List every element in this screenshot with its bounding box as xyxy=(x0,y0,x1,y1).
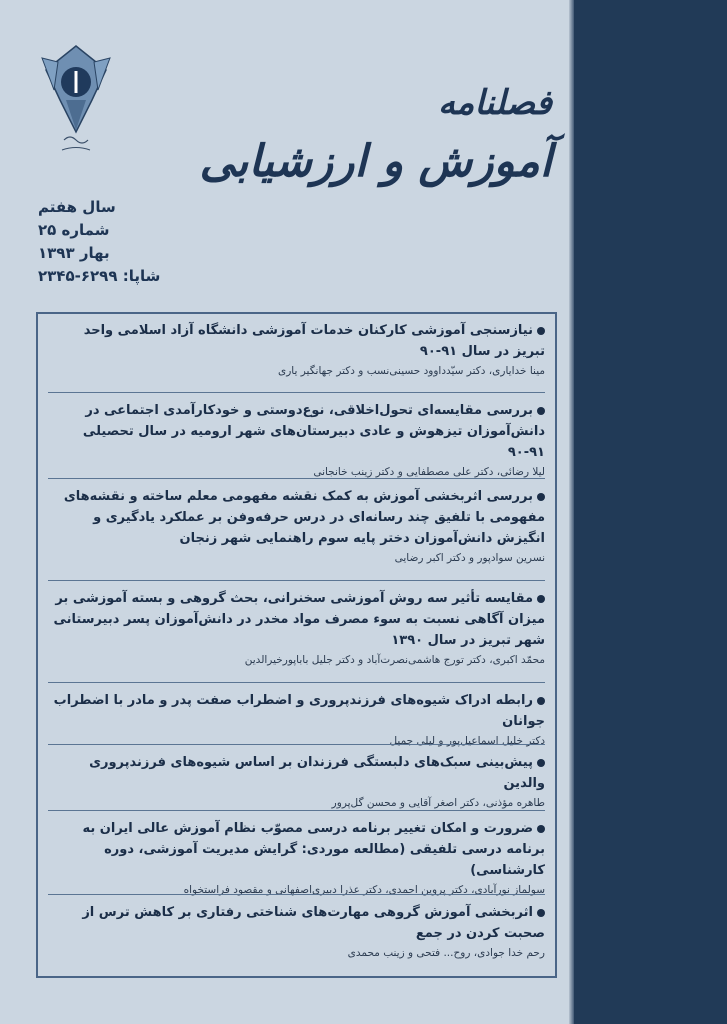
divider xyxy=(48,580,545,581)
issue-number: شماره ۲۵ xyxy=(38,221,110,239)
article-title: پیش‌بینی سبک‌های دلبستگی فرزندان بر اساس شیوه‌های فرزندپروری والدین xyxy=(89,755,545,791)
article-title: بررسی مقایسه‌ای تحول‌اخلاقی، نوع‌دوستی و خودکارآمدی اجتماعی در دانش‌آموزان تیزهوش و عادی دبیرستان‌های شهر ارومیه در سال تحصیلی ۹۱-۹۰ xyxy=(82,403,545,460)
divider xyxy=(48,744,545,745)
issue-season: بهار ۱۳۹۳ xyxy=(38,244,110,262)
article-title: اثربخشی آموزش گروهی مهارت‌های شناختی رفتاری بر کاهش ترس از صحبت کردن در جمع xyxy=(82,905,545,941)
article-authors: لیلا رضائی، دکتر علی مصطفایی و دکتر زینب خانجانی xyxy=(313,466,545,478)
article-title: نیازسنجی آموزشی کارکنان خدمات آموزشی دانشگاه آزاد اسلامی واحد تبریز در سال ۹۱-۹۰ xyxy=(83,323,545,359)
article-title: ضرورت و امکان تغییر برنامه درسی مصوّب نظام آموزش عالی ایران به برنامه درسی تلفیقی (مطالعه موردی: گرایش مدیریت آموزشی، دوره کارشناسی) xyxy=(82,821,545,878)
issue-issn: شاپا: ۶۲۹۹-۲۳۴۵ xyxy=(38,267,161,285)
article-title: مقایسه تأثیر سه روش آموزشی سخنرانی، بحث گروهی و بسته آموزشی بر میزان آگاهی نسبت به سوء مصرف مواد مخدر در دانش‌آموزان پسر دبیرستانی شهر تبریز در سال ۱۳۹۰ xyxy=(53,591,545,648)
article-title: بررسی اثربخشی آموزش به کمک نقشه مفهومی معلم ساخته و نقشه‌های مفهومی با تلفیق چند رسانه‌ای در درس حرفه‌وفن بر عملکرد یادگیری و انگیزش دانش‌آموزان دختر پایه سوم راهنمایی شهر زنجان xyxy=(63,489,545,546)
issue-year: سال هفتم xyxy=(38,198,116,216)
article-entry xyxy=(48,320,545,379)
divider xyxy=(48,810,545,811)
divider xyxy=(48,478,545,479)
bullet-icon xyxy=(537,759,545,767)
table-of-contents xyxy=(36,312,557,978)
issue-info xyxy=(38,196,173,288)
article-entry xyxy=(48,690,545,749)
article-authors: طاهره مؤذنی، دکتر اصغر آقایی و محسن گل‌پرور xyxy=(331,797,545,809)
divider xyxy=(48,392,545,393)
journal-title-block xyxy=(192,82,552,190)
journal-kind: فصلنامه xyxy=(437,83,552,123)
article-authors: مینا خدایاری، دکتر سیّدداوود حسینی‌نسب و دکتر جهانگیر یاری xyxy=(278,365,545,377)
bullet-icon xyxy=(537,407,545,415)
bullet-icon xyxy=(537,493,545,501)
bullet-icon xyxy=(537,909,545,917)
bullet-icon xyxy=(537,595,545,603)
cover-spine xyxy=(574,0,727,1024)
article-entry xyxy=(48,902,545,961)
bullet-icon xyxy=(537,327,545,335)
article-authors: دکتر خلیل اسماعیل‌پور و لیلی جمیل xyxy=(389,735,545,747)
article-entry xyxy=(48,588,545,668)
bullet-icon xyxy=(537,697,545,705)
article-entry xyxy=(48,752,545,811)
bullet-icon xyxy=(537,825,545,833)
article-authors: محمّد اکبری، دکتر تورج هاشمی‌نصرت‌آباد و دکتر جلیل باباپورخیرالدین xyxy=(244,654,545,666)
article-authors: نسرین سوادپور و دکتر اکبر رضایی xyxy=(394,552,545,564)
article-entry xyxy=(48,818,545,898)
university-logo xyxy=(38,40,114,160)
divider xyxy=(48,682,545,683)
divider xyxy=(48,894,545,895)
article-authors: رحم خدا جوادی، روح... فتحی و زینب محمدی xyxy=(347,947,545,959)
article-authors: سولماز نورآبادی، دکتر پروین احمدی، دکتر عذرا دبیری‌اصفهانی و مقصود فراستخواه xyxy=(183,884,545,896)
article-entry xyxy=(48,400,545,480)
article-title: رابطه ادراک شیوه‌های فرزندپروری و اضطراب صفت پدر و مادر با اضطراب جوانان xyxy=(53,693,545,729)
journal-name: آموزش و ارزشیابی xyxy=(199,136,552,187)
article-entry xyxy=(48,486,545,566)
